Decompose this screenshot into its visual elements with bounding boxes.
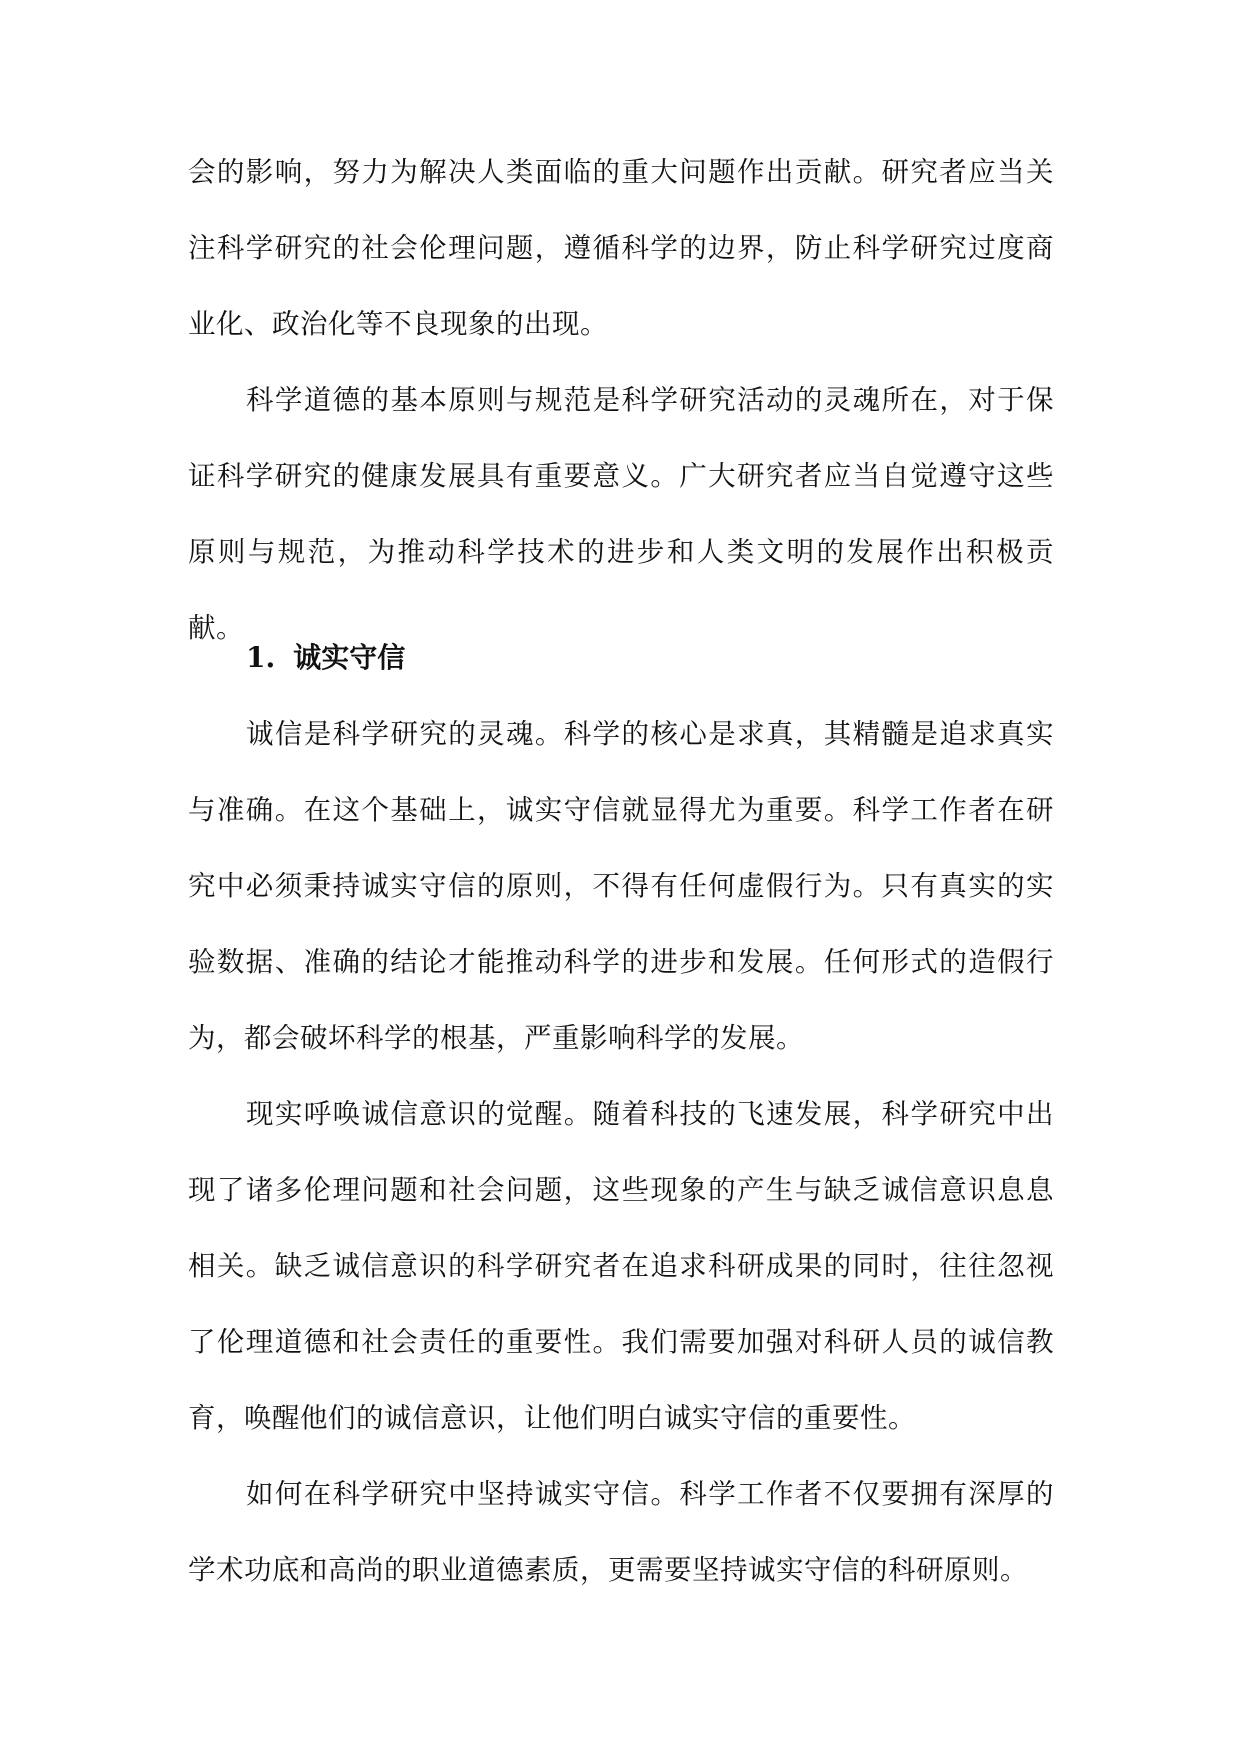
section-heading <box>246 620 405 696</box>
section-number: 1. <box>246 641 276 674</box>
section-title: 诚实守信 <box>293 641 406 674</box>
paragraph-integrity-awakening: 现实呼唤诚信意识的觉醒。随着科技的飞速发展，科学研究中出现了诸多伦理问题和社会问题，这些现象的产生与缺乏诚信意识息息相关。缺乏诚信意识的科学研究者在追求科研成果的同时，往往忽视了伦理道德和社会责任的重要性。我们需要加强对科研人员的诚信教育，唤醒他们的诚信意识，让他们明白诚实守信的重要性。 <box>188 1098 1054 1434</box>
paragraph-integrity-practice: 如何在科学研究中坚持诚实守信。科学工作者不仅要拥有深厚的学术功底和高尚的职业道德素质，更需要坚持诚实守信的科研原则。 <box>188 1478 1054 1586</box>
paragraph-continuation: 会的影响，努力为解决人类面临的重大问题作出贡献。研究者应当关注科学研究的社会伦理问题，遵循科学的边界，防止科学研究过度商业化、政治化等不良现象的出现。 <box>188 156 1054 340</box>
paragraph-integrity-soul: 诚信是科学研究的灵魂。科学的核心是求真，其精髓是追求真实与准确。在这个基础上，诚实守信就显得尤为重要。科学工作者在研究中必须秉持诚实守信的原则，不得有任何虚假行为。只有真实的实验数据、准确的结论才能推动科学的进步和发展。任何形式的造假行为，都会破坏科学的根基，严重影响科学的发展。 <box>188 718 1054 1054</box>
paragraph-principles-summary: 科学道德的基本原则与规范是科学研究活动的灵魂所在，对于保证科学研究的健康发展具有重要意义。广大研究者应当自觉遵守这些原则与规范，为推动科学技术的进步和人类文明的发展作出积极贡献。 <box>188 384 1054 644</box>
